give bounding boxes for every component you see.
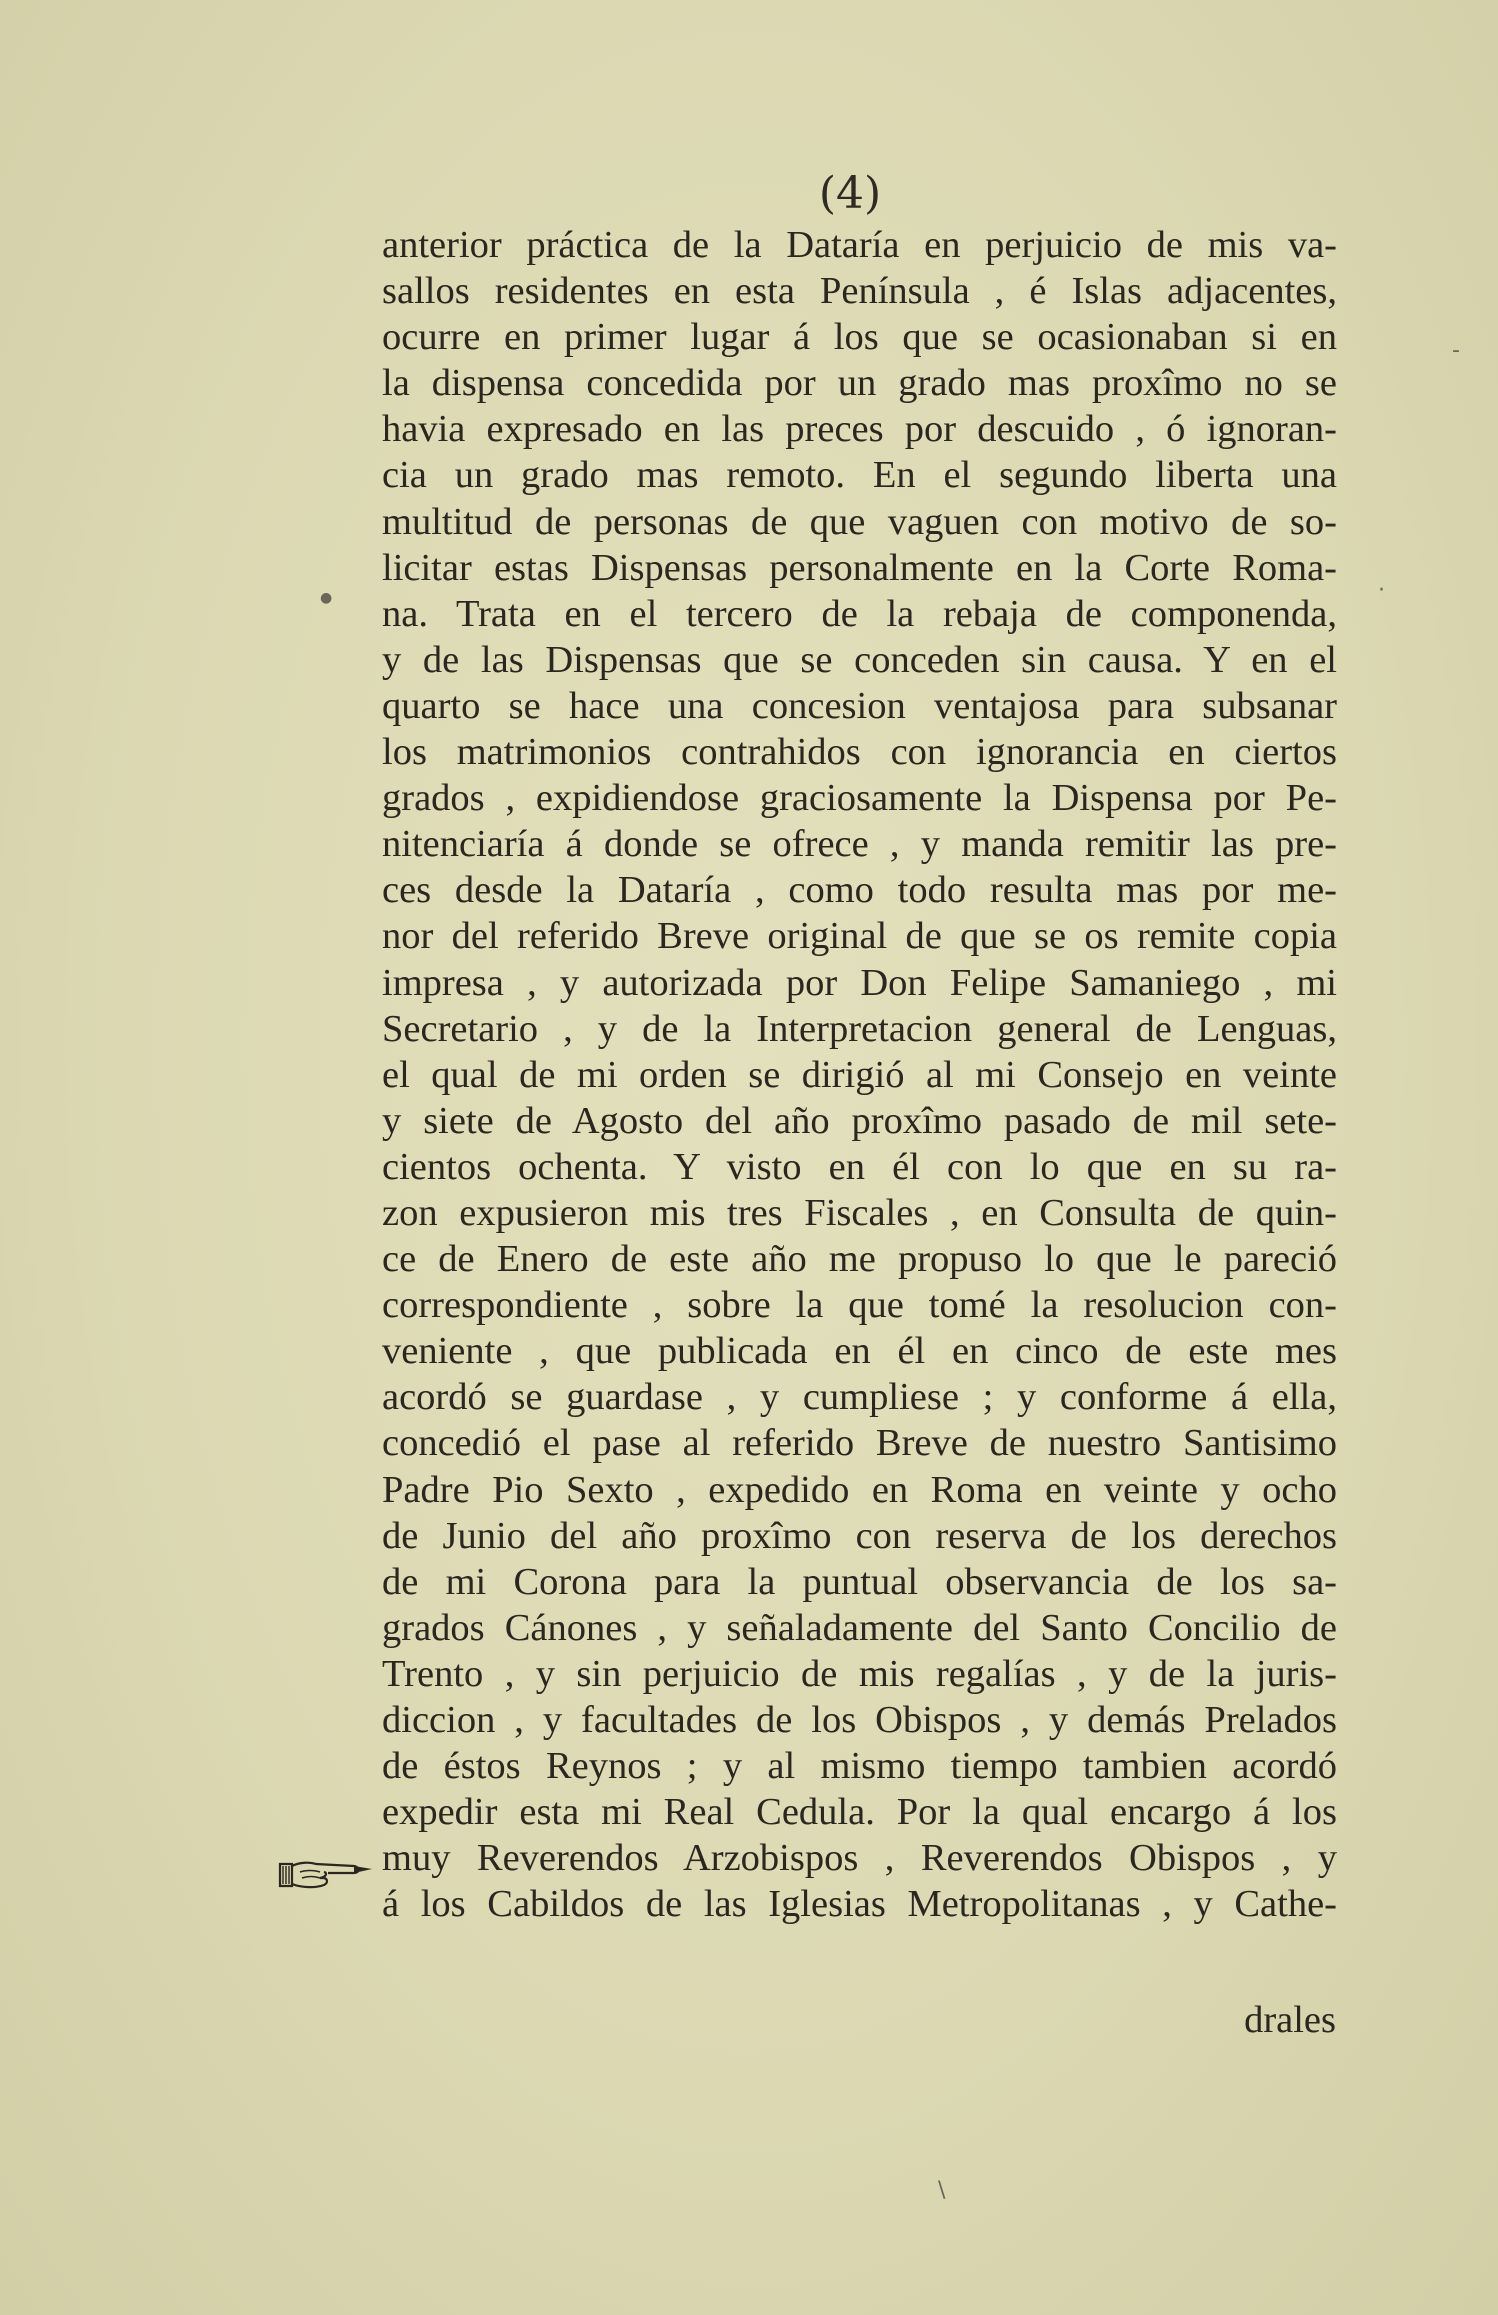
text-line: ce de Enero de este año me propuso lo que le pareció (382, 1238, 1337, 1281)
text-line: sallos residentes en esta Península , é Islas adjacentes, (382, 270, 1337, 313)
text-line: á los Cabildos de las Iglesias Metropolitanas , y Cathe- (382, 1883, 1337, 1926)
text-line: ces desde la Dataría , como todo resulta mas por me- (382, 869, 1337, 912)
text-line: Padre Pio Sexto , expedido en Roma en veinte y ocho (382, 1468, 1337, 1511)
text-line: grados , expidiendose graciosamente la Dispensa por Pe- (382, 777, 1337, 820)
text-line: Trento , y sin perjuicio de mis regalías , y de la juris- (382, 1652, 1337, 1695)
text-line: expedir esta mi Real Cedula. Por la qual encargo á los (382, 1791, 1337, 1834)
text-line: diccion , y facultades de los Obispos , y demás Prelados (382, 1699, 1337, 1741)
text-line: zon expusieron mis tres Fiscales , en Consulta de quin- (382, 1191, 1337, 1234)
text-line: los matrimonios contrahidos con ignorancia en ciertos (382, 731, 1337, 774)
margin-mark: - (1452, 338, 1460, 363)
text-line: multitud de personas de que vaguen con motivo de so- (382, 500, 1337, 543)
text-line: y siete de Agosto del año proxîmo pasado de mil sete- (382, 1099, 1337, 1142)
text-line: la dispensa concedida por un grado mas proxîmo no se (382, 362, 1337, 405)
text-line: grados Cánones , y señaladamente del Santo Concilio de (382, 1606, 1337, 1649)
text-line: impresa , y autorizada por Don Felipe Samaniego , mi (382, 961, 1337, 1004)
text-line: nor del referido Breve original de que se os remite copia (382, 915, 1337, 958)
text-line: cientos ochenta. Y visto en él con lo que en su ra- (382, 1145, 1337, 1188)
text-line: veniente , que publicada en él en cinco de este mes (382, 1330, 1337, 1373)
text-line: y de las Dispensas que se conceden sin causa. Y en el (382, 638, 1337, 681)
text-line: licitar estas Dispensas personalmente en la Corte Roma- (382, 546, 1337, 589)
text-line: el qual de mi orden se dirigió al mi Consejo en veinte (382, 1053, 1337, 1096)
text-line: de Junio del año proxîmo con reserva de los derechos (382, 1514, 1337, 1557)
text-line: concedió el pase al referido Breve de nuestro Santisimo (382, 1422, 1337, 1465)
body-text (382, 222, 1337, 1927)
text-line: acordó se guardase , y cumpliese ; y conforme á ella, (382, 1376, 1337, 1419)
text-line: nitenciaría á donde se ofrece , y manda remitir las pre- (382, 823, 1337, 866)
text-line: havia expresado en las preces por descuido , ó ignoran- (382, 408, 1337, 451)
text-line: de éstos Reynos ; y al mismo tiempo tambien acordó (382, 1745, 1337, 1788)
text-line: ocurre en primer lugar á los que se ocasionaban si en (382, 316, 1337, 359)
text-line: anterior práctica de la Dataría en perjuicio de mis va- (382, 224, 1337, 266)
margin-mark: ● (320, 590, 333, 606)
text-line: Secretario , y de la Interpretacion general de Lenguas, (382, 1007, 1337, 1050)
text-line: na. Trata en el tercero de la rebaja de componenda, (382, 592, 1337, 635)
text-line: muy Reverendos Arzobispos , Reverendos Obispos , y (382, 1837, 1337, 1880)
text-line: quarto se hace una concesion ventajosa para subsanar (382, 684, 1337, 727)
text-line: de mi Corona para la puntual observancia de los sa- (382, 1560, 1337, 1603)
pointing-hand-icon (276, 1854, 376, 1894)
page-number: (4) (818, 168, 882, 219)
margin-mark: \ (938, 2178, 946, 2203)
text-line: cia un grado mas remoto. En el segundo liberta una (382, 454, 1337, 497)
text-line: correspondiente , sobre la que tomé la resolucion con- (382, 1284, 1337, 1327)
catchword: drales (1244, 1999, 1336, 2041)
margin-mark: · (1378, 578, 1385, 603)
